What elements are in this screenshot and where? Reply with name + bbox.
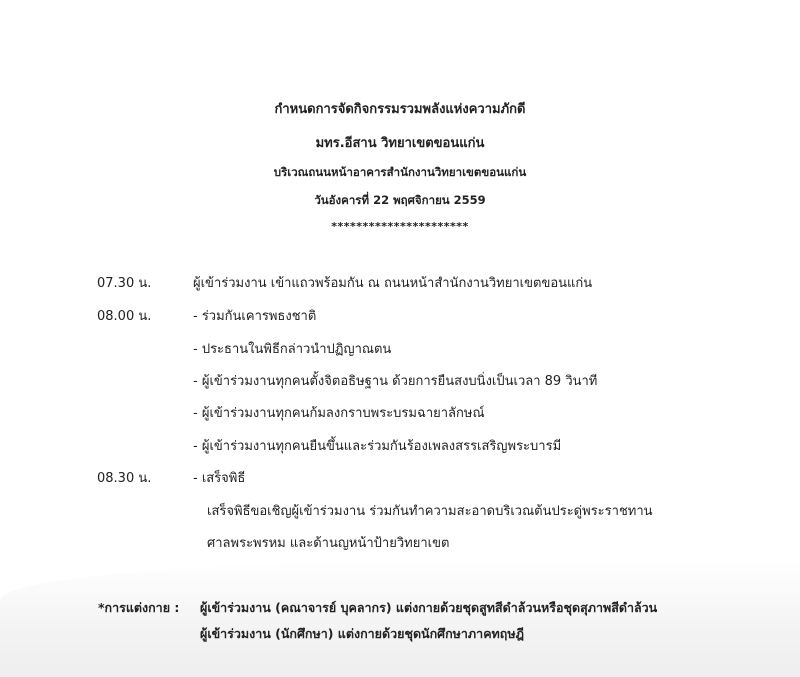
schedule-item: - เสร็จพิธี bbox=[193, 471, 246, 486]
schedule-time: 08.00 น. bbox=[97, 309, 152, 324]
schedule-time: 07.30 น. bbox=[97, 276, 152, 291]
dress-code-line: ผู้เข้าร่วมงาน (คณาจารย์ บุคลากร) แต่งกายด้วยชุดสูทสีดำล้วนหรือชุดสุภาพสีดำล้วน bbox=[200, 600, 658, 615]
schedule-item: ศาลพระพรหม และด้านญหน้าป้ายวิทยาเขต bbox=[207, 536, 450, 551]
schedule-item: - ผู้เข้าร่วมงานทุกคนตั้งจิตอธิษฐาน ด้วยการยืนสงบนิ่งเป็นเวลา 89 วินาที bbox=[193, 374, 598, 389]
event-date: วันอังคารที่ 22 พฤศจิกายน 2559 bbox=[314, 193, 486, 207]
schedule-item: - ผู้เข้าร่วมงานทุกคนก้มลงกราบพระบรมฉายาลักษณ์ bbox=[193, 406, 485, 421]
schedule-item: - ร่วมกันเคารพธงชาติ bbox=[193, 309, 317, 324]
venue-text: บริเวณถนนหน้าอาคารสำนักงานวิทยาเขตขอนแก่น bbox=[273, 165, 527, 179]
schedule-item: - ผู้เข้าร่วมงานทุกคนยืนขึ้นและร่วมกันร้องเพลงสรรเสริญพระบารมี bbox=[193, 439, 562, 454]
separator-line: ********************** bbox=[331, 220, 469, 233]
background-shade bbox=[0, 560, 800, 677]
dress-code-label: *การแต่งกาย : bbox=[98, 600, 180, 615]
schedule-time: 08.30 น. bbox=[97, 471, 152, 486]
schedule-item: เสร็จพิธีขอเชิญผู้เข้าร่วมงาน ร่วมกันทำความสะอาดบริเวณต้นประดู่พระราชทาน bbox=[207, 504, 653, 519]
schedule-item: ผู้เข้าร่วมงาน เข้าแถวพร้อมกัน ณ ถนนหน้าสำนักงานวิทยาเขตขอนแก่น bbox=[193, 276, 593, 291]
dress-code-line: ผู้เข้าร่วมงาน (นักศึกษา) แต่งกายด้วยชุดนักศึกษาภาคทฤษฎี bbox=[200, 626, 524, 641]
organization-name: มทร.อีสาน วิทยาเขตขอนแก่น bbox=[315, 136, 485, 151]
document-title: กำหนดการจัดกิจกรรมรวมพลังแห่งความภักดี bbox=[274, 102, 526, 117]
schedule-item: - ประธานในพิธีกล่าวนำปฏิญาณตน bbox=[193, 342, 392, 357]
